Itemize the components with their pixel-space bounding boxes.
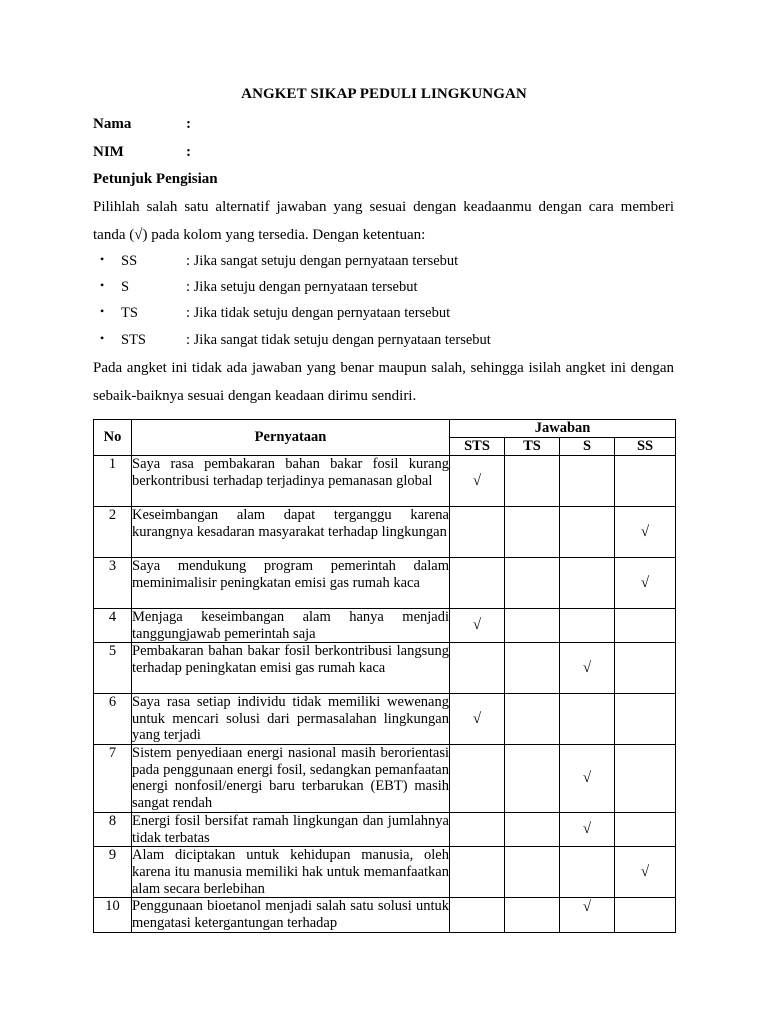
answer-cell-ss[interactable] [615, 609, 676, 643]
table-row [94, 847, 676, 898]
answer-cell-ss[interactable] [615, 456, 676, 507]
header-ts: TS [505, 438, 560, 456]
name-label: Nama [93, 116, 132, 132]
instructions-intro: Pilihlah salah satu alternatif jawaban yang sesuai dengan keadaanmu dengan cara memberi tanda (√) pada kolom yang tersedia. Dengan ketentuan: [93, 199, 674, 243]
option-desc: : Jika sangat setuju dengan pernyataan tersebut [186, 253, 459, 269]
option-desc: : Jika sangat tidak setuju dengan pernyataan tersebut [186, 332, 491, 348]
answer-cell-ts[interactable] [505, 507, 560, 558]
answer-cell-s[interactable] [560, 694, 615, 745]
checkmark-icon: √ [472, 472, 482, 489]
name-colon: : [186, 116, 191, 132]
option-code: S [121, 279, 130, 295]
row-number: 3 [94, 558, 132, 609]
checkmark-icon: √ [582, 821, 592, 838]
statement-text: Saya rasa pembakaran bahan bakar fosil kurang berkontribusi terhadap terjadinya pemanasan global [132, 456, 450, 507]
nim-label: NIM [93, 144, 124, 160]
answer-cell-sts[interactable] [450, 558, 505, 609]
answer-cell-ss[interactable] [615, 643, 676, 694]
row-number: 9 [94, 847, 132, 898]
bullet-icon: • [100, 252, 105, 266]
table-row [94, 507, 676, 558]
answer-cell-sts[interactable] [450, 643, 505, 694]
row-number: 4 [94, 609, 132, 643]
option-code: STS [121, 332, 146, 348]
header-statement: Pernyataan [132, 420, 450, 456]
instructions-heading: Petunjuk Pengisian [93, 171, 218, 187]
row-number: 6 [94, 694, 132, 745]
checkmark-icon: √ [472, 617, 482, 634]
answer-cell-ts[interactable] [505, 847, 560, 898]
checkmark-icon: √ [640, 574, 650, 591]
row-number: 2 [94, 507, 132, 558]
bullet-icon: • [100, 331, 105, 345]
row-number: 8 [94, 813, 132, 847]
answer-cell-sts[interactable] [450, 813, 505, 847]
answer-cell-ts[interactable] [505, 694, 560, 745]
answer-cell-ts[interactable] [505, 456, 560, 507]
statement-text: Saya rasa setiap individu tidak memiliki wewenang untuk mencari solusi dari permasalahan lingkungan yang terjadi [132, 694, 449, 744]
header-answer-group: Jawaban [450, 420, 676, 438]
checkmark-icon: √ [582, 770, 592, 787]
answer-cell-ss[interactable] [615, 507, 676, 558]
statement-text: Sistem penyediaan energi nasional masih berorientasi pada penggunaan energi fosil, sedangkan pemanfaatan energi nonfosil/energi baru terbarukan (EBT) masih sangat rendah [132, 745, 449, 811]
row-number: 7 [94, 745, 132, 813]
questionnaire-table [93, 419, 676, 933]
table-row [94, 609, 676, 643]
checkmark-icon: √ [582, 659, 592, 676]
answer-cell-ts[interactable] [505, 643, 560, 694]
checkmark-icon: √ [472, 710, 482, 727]
answer-cell-ss[interactable] [615, 898, 676, 932]
statement-text: Alam diciptakan untuk kehidupan manusia, oleh karena itu manusia memiliki hak untuk memanfaatkan alam secara berlebihan [132, 847, 449, 897]
statement-text: Pembakaran bahan bakar fosil berkontribusi langsung terhadap peningkatan emisi gas rumah kaca [132, 643, 450, 694]
answer-cell-ss[interactable] [615, 745, 676, 813]
checkmark-icon: √ [640, 863, 650, 880]
name-field [93, 116, 191, 133]
answer-cell-s[interactable] [560, 456, 615, 507]
answer-cell-ss[interactable] [615, 694, 676, 745]
header-ss: SS [615, 438, 676, 456]
option-code: TS [121, 305, 138, 321]
table-row [94, 745, 676, 813]
nim-field [93, 144, 191, 161]
answer-cell-sts[interactable] [450, 609, 505, 643]
answer-cell-s[interactable] [560, 898, 615, 932]
row-number: 1 [94, 456, 132, 507]
statement-text: Keseimbangan alam dapat terganggu karena kurangnya kesadaran masyarakat terhadap lingkungan [132, 507, 450, 558]
option-desc: : Jika setuju dengan pernyataan tersebut [186, 279, 418, 295]
statement-text: Energi fosil bersifat ramah lingkungan dan jumlahnya tidak terbatas [132, 813, 449, 846]
row-number: 10 [94, 898, 132, 932]
answer-cell-s[interactable] [560, 609, 615, 643]
statement-text: Penggunaan bioetanol menjadi salah satu solusi untuk mengatasi ketergantungan terhadap [132, 898, 449, 931]
table-row [94, 558, 676, 609]
option-desc: : Jika tidak setuju dengan pernyataan tersebut [186, 305, 451, 321]
answer-cell-s[interactable] [560, 745, 615, 813]
statement-text: Menjaga keseimbangan alam hanya menjadi tanggungjawab pemerintah saja [132, 609, 449, 642]
answer-cell-ss[interactable] [615, 558, 676, 609]
answer-cell-sts[interactable] [450, 847, 505, 898]
answer-cell-ts[interactable] [505, 745, 560, 813]
instructions-closing: Pada angket ini tidak ada jawaban yang benar maupun salah, sehingga isilah angket ini dengan sebaik-baiknya sesuai dengan keadaan dirimu sendiri. [93, 360, 674, 404]
nim-colon: : [186, 144, 191, 160]
answer-cell-ts[interactable] [505, 609, 560, 643]
header-sts: STS [450, 438, 505, 456]
table-row [94, 694, 676, 745]
answer-cell-ts[interactable] [505, 898, 560, 932]
table-row [94, 898, 676, 932]
answer-cell-s[interactable] [560, 643, 615, 694]
answer-cell-s[interactable] [560, 558, 615, 609]
row-number: 5 [94, 643, 132, 694]
statement-text: Saya mendukung program pemerintah dalam meminimalisir peningkatan emisi gas rumah kaca [132, 558, 450, 609]
answer-cell-ss[interactable] [615, 813, 676, 847]
table-row [94, 643, 676, 694]
answer-cell-sts[interactable] [450, 694, 505, 745]
document-title: ANGKET SIKAP PEDULI LINGKUNGAN [241, 86, 527, 102]
checkmark-icon: √ [640, 523, 650, 540]
answer-cell-sts[interactable] [450, 898, 505, 932]
table-row [94, 813, 676, 847]
bullet-icon: • [100, 304, 105, 318]
header-s: S [560, 438, 615, 456]
header-no: No [94, 420, 132, 456]
table-row [94, 456, 676, 507]
answer-cell-ts[interactable] [505, 813, 560, 847]
answer-cell-ts[interactable] [505, 558, 560, 609]
answer-cell-s[interactable] [560, 507, 615, 558]
answer-cell-ss[interactable] [615, 847, 676, 898]
checkmark-icon: √ [582, 899, 592, 916]
answer-cell-sts[interactable] [450, 507, 505, 558]
answer-cell-sts[interactable] [450, 456, 505, 507]
answer-cell-s[interactable] [560, 813, 615, 847]
answer-cell-s[interactable] [560, 847, 615, 898]
answer-cell-sts[interactable] [450, 745, 505, 813]
bullet-icon: • [100, 278, 105, 292]
option-code: SS [121, 253, 138, 269]
